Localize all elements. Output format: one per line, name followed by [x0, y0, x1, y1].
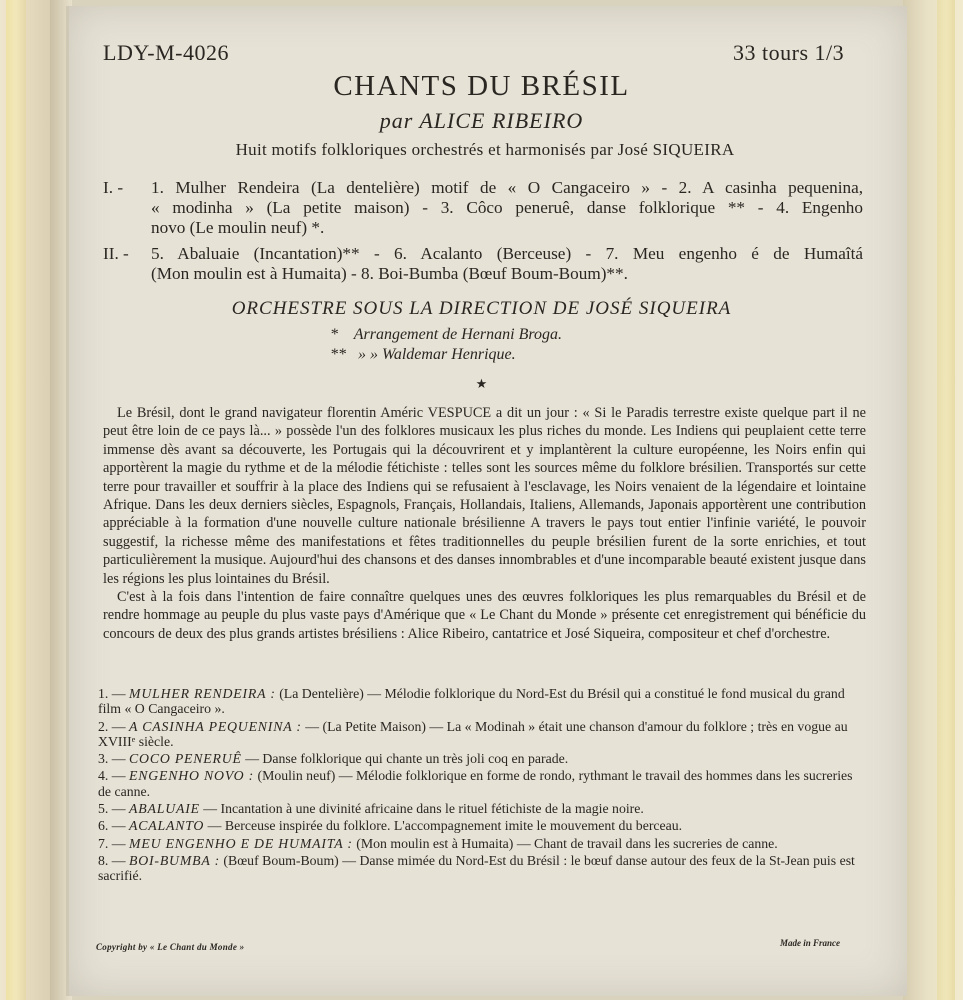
track-description: — Incantation à une divinité africaine dans le rituel fétichiste de la magie noire.: [203, 801, 644, 817]
track-title: ENGENHO NOVO :: [129, 768, 255, 784]
track-note-item: [98, 768, 868, 799]
track-number: 2. —: [98, 718, 126, 734]
track-description: — Danse folklorique qui chante un très joli coq en parade.: [245, 751, 569, 767]
side-one-lines: [151, 178, 863, 238]
track-title: MEU ENGENHO E DE HUMAITA :: [129, 835, 353, 851]
side-line: « modinha » (La petite maison) - 3. Côco peneruê, danse folklorique ** - 4. Engenho: [151, 198, 863, 217]
track-title: ACALANTO: [129, 818, 205, 834]
track-description: (Mon moulin est à Humaita) — Chant de travail dans les sucreries de canne.: [356, 835, 778, 851]
right-sleeve-edge: [903, 0, 963, 1000]
track-title: COCO PENERUÊ: [129, 751, 242, 767]
arrangement-mark: **: [330, 346, 346, 363]
album-title: CHANTS DU BRÉSIL: [333, 70, 630, 102]
side-label: I. -: [103, 178, 124, 197]
arrangement-credit-2: [330, 346, 516, 364]
made-in-label: Made in France: [780, 938, 841, 948]
track-description: — Berceuse inspirée du folklore. L'accompagnement imite le mouvement du berceau.: [207, 818, 683, 834]
track-note-item: [98, 719, 868, 750]
arrangement-text: Arrangement de Hernani Broga.: [353, 326, 562, 343]
essay-paragraph: C'est à la fois dans l'intention de faire connaître quelques unes des œuvres folkloriques les plus remarquables du Brésil et de rendre hommage au peuple du plus vaste pays d'Amérique que « Le Chant du Monde » présente cet enregistrement qui bénéficie du concours de deux des plus grands artistes brésiliens : Alice Ribeiro, cantatrice et José Siqueira, compositeur et chef d'orchestre.: [103, 589, 866, 642]
side-line: 1. Mulher Rendeira (La dentelière) motif de « O Cangaceiro » - 2. A casinha pequenina,: [151, 178, 863, 197]
track-number: 4. —: [98, 768, 126, 784]
track-notes-list: [98, 686, 868, 886]
right-edge-stripe: [937, 0, 955, 1000]
catalog-number: LDY-M-4026: [103, 40, 229, 65]
track-description: (La Dentelière) — Mélodie folklorique du Nord-Est du Brésil qui a constitué le fond musical du grand film « O Cangaceiro ».: [98, 686, 845, 717]
side-two-tracklist: [103, 244, 863, 288]
track-title: ABALUAIE: [129, 801, 200, 817]
record-speed: 33 tours 1/3: [733, 40, 845, 65]
track-note-item: [98, 818, 868, 833]
track-note-item: [98, 751, 868, 766]
album-subtitle: Huit motifs folkloriques orchestrés et harmonisés par José SIQUEIRA: [235, 140, 735, 159]
side-line: novo (Le moulin neuf) *.: [151, 218, 325, 237]
track-note-item: [98, 836, 868, 851]
track-description: — (La Petite Maison) — La « Modinah » était une chanson d'amour du folklore ; très en vogue au XVIIIᵉ siècle.: [98, 718, 848, 749]
liner-notes-essay: [103, 404, 866, 643]
arrangement-text: » » Waldemar Henrique.: [358, 346, 516, 363]
artist-line: par ALICE RIBEIRO: [379, 108, 584, 133]
track-number: 7. —: [98, 835, 126, 851]
star-separator: ★: [475, 376, 488, 391]
track-title: BOI-BUMBA :: [129, 852, 220, 868]
arrangement-credit-1: [330, 326, 562, 344]
track-note-item: [98, 801, 868, 816]
arrangement-mark: *: [330, 326, 338, 343]
side-label: II. -: [103, 244, 129, 263]
track-number: 6. —: [98, 818, 126, 834]
track-number: 8. —: [98, 852, 126, 868]
copyright-notice: Copyright by « Le Chant du Monde »: [96, 942, 245, 952]
left-edge-stripe: [6, 0, 26, 1000]
track-note-item: [98, 853, 868, 884]
side-one-tracklist: [103, 178, 863, 242]
track-number: 5. —: [98, 801, 126, 817]
track-title: MULHER RENDEIRA :: [129, 686, 276, 701]
essay-paragraph: Le Brésil, dont le grand navigateur florentin Améric VESPUCE a dit un jour : « Si le Paradis terrestre existe quelque part il ne peut être loin de ce pays là... » possède l'un des folklores musicaux les plus riches du monde. Les Indiens qui peuplaient cette terre immense dès avant sa découverte, les Portugais qui la découvrirent et y implantèrent la culture européenne, les Noirs enfin qui apportèrent la magie du rythme et de la mélodie fétichiste : telles sont les sources même du folklore brésilien. Transportés sur cette terre pour travailler et souffrir à la place des Indiens qui se refusaient à l'esclavage, les Noirs venaient de la légendaire et lointaine Afrique. Dans les deux derniers siècles, Espagnols, Français, Hollandais, Italiens, Allemands, Japonais apportèrent une contribution appréciable à la formation d'une nouvelle culture nationale brésilienne A travers le pays tout entier l'infinie variété, le pouvoir suggestif, la richesse même des manifestations et fêtes traditionnelles du peuple brésilien furent de la sorte enrichies, et tout particulièrement la musique. Aujourd'hui des chansons et des danses innombrables et d'une incomparable beauté existent jusque dans les régions les plus lointaines du Brésil.: [103, 405, 866, 587]
track-title: A CASINHA PEQUENINA :: [129, 718, 302, 734]
orchestra-credit: ORCHESTRE SOUS LA DIRECTION DE JOSÉ SIQUEIRA: [231, 298, 732, 319]
side-line: 5. Abaluaie (Incantation)** - 6. Acalanto (Berceuse) - 7. Meu engenho é de Humaîtá: [151, 244, 863, 263]
track-description: (Bœuf Boum-Boum) — Danse mimée du Nord-Est du Brésil : le bœuf danse autour des feux de la St-Jean puis est sacrifié.: [98, 852, 855, 884]
track-number: 3. —: [98, 751, 126, 767]
track-description: (Moulin neuf) — Mélodie folklorique en forme de rondo, rythmant le travail des hommes dans les sucreries de canne.: [98, 768, 853, 799]
side-two-lines: [151, 244, 863, 284]
side-line: (Mon moulin est à Humaita) - 8. Boi-Bumba (Bœuf Boum-Boum)**.: [151, 264, 628, 283]
track-number: 1. —: [98, 686, 126, 701]
track-note-item: [98, 686, 868, 717]
